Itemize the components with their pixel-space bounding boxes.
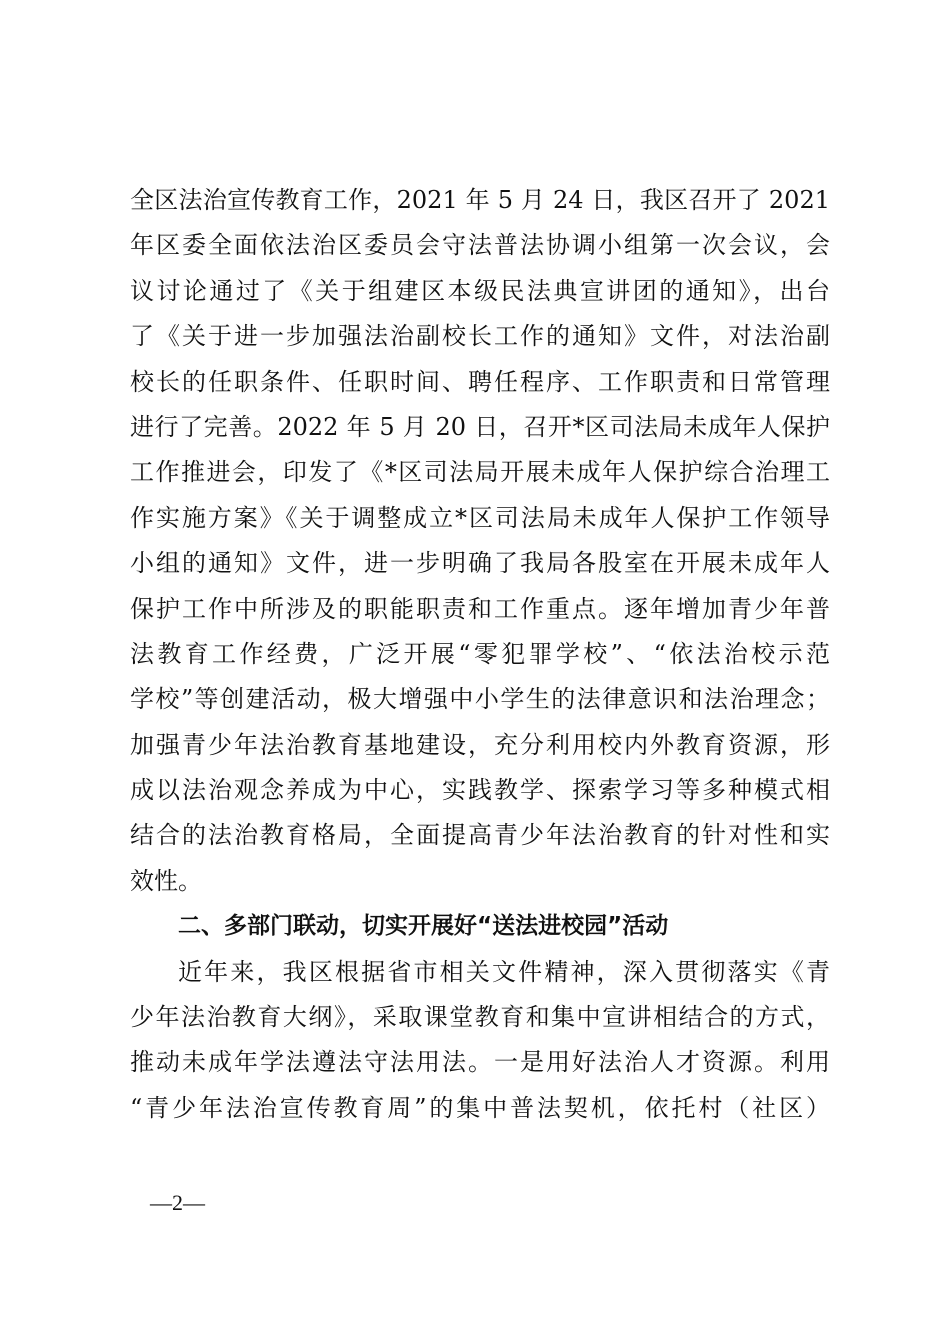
body-line: 年区委全面依法治区委员会守法普法协调小组第一次会议，会 (130, 231, 830, 260)
body-line: 进行了完善。2022 年 5 月 20 日，召开*区司法局未成年人保护 (130, 412, 830, 441)
body-line: 效性。 (130, 866, 202, 895)
body-line: “青少年法治宣传教育周”的集中普法契机，依托村（社区） (130, 1093, 830, 1122)
body-line: 加强青少年法治教育基地建设，充分利用校内外教育资源，形 (130, 730, 830, 759)
page-number: —2— (150, 1190, 205, 1215)
body-line: 作实施方案》《关于调整成立*区司法局未成年人保护工作领导 (130, 503, 830, 532)
body-line: 结合的法治教育格局，全面提高青少年法治教育的针对性和实 (130, 821, 830, 850)
body-line: 议讨论通过了《关于组建区本级民法典宣讲团的通知》，出台 (130, 276, 830, 305)
body-line: 工作推进会，印发了《*区司法局开展未成年人保护综合治理工 (130, 458, 830, 487)
body-line: 全区法治宣传教育工作，2021 年 5 月 24 日，我区召开了 2021 (130, 186, 830, 214)
body-line: 校长的任职条件、任职时间、聘任程序、工作职责和日常管理 (130, 367, 830, 396)
section-heading: 二、多部门联动，切实开展好“送法进校园”活动 (178, 913, 669, 940)
body-line: 近年来，我区根据省市相关文件精神，深入贯彻落实《青 (178, 957, 830, 986)
body-line: 学校”等创建活动，极大增强中小学生的法律意识和法治理念； (130, 685, 830, 714)
body-line: 成以法治观念养成为中心，实践教学、探索学习等多种模式相 (130, 776, 830, 805)
body-line: 了《关于进一步加强法治副校长工作的通知》文件，对法治副 (130, 322, 830, 351)
body-line: 小组的通知》文件，进一步明确了我局各股室在开展未成年人 (130, 549, 830, 578)
body-line: 少年法治教育大纲》，采取课堂教育和集中宣讲相结合的方式， (130, 1003, 830, 1032)
body-line: 推动未成年学法遵法守法用法。一是用好法治人才资源。利用 (130, 1048, 830, 1077)
document-body (130, 178, 830, 1131)
body-line: 法教育工作经费，广泛开展“零犯罪学校”、“依法治校示范 (130, 639, 830, 668)
body-line: 保护工作中所涉及的职能职责和工作重点。逐年增加青少年普 (130, 594, 830, 623)
